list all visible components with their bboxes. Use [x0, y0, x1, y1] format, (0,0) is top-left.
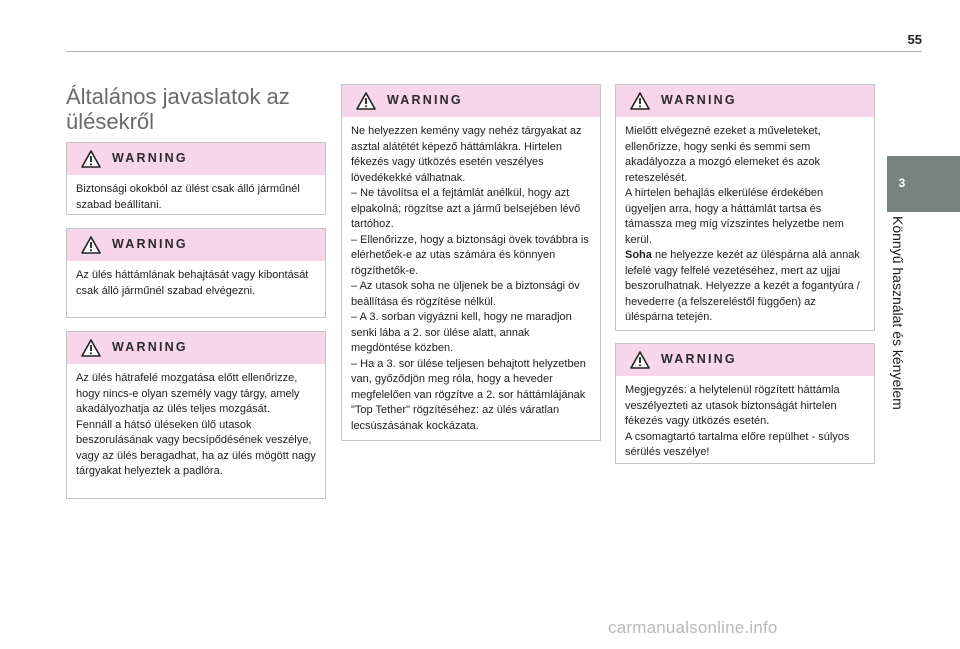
chapter-tab	[887, 156, 960, 212]
warning-header	[616, 344, 874, 376]
warning-label: WARNING	[112, 151, 188, 165]
warning-box-seat-rearward	[66, 331, 326, 499]
warning-triangle-icon	[81, 339, 101, 357]
warning-triangle-icon	[630, 92, 650, 110]
warning-triangle-icon	[630, 351, 650, 369]
warning-body	[67, 175, 325, 221]
warning-label: WARNING	[387, 93, 463, 107]
chapter-number: 3	[898, 176, 906, 190]
warning-body	[616, 376, 874, 469]
warning-triangle-icon	[81, 236, 101, 254]
warning-header	[67, 143, 325, 175]
warning-body	[616, 117, 874, 334]
warning-box-table-objects	[341, 84, 601, 441]
warning-text-before	[625, 124, 866, 326]
chapter-title: Könnyű használat és kényelem	[890, 216, 906, 410]
watermark: carmanualsonline.info	[608, 618, 778, 637]
warning-box-backrest-latch	[615, 343, 875, 464]
warning-text: Megjegyzés: a helytelenül rögzített háttámla veszélyezteti az utasok biztonságát hirtelen fékezés vagy ütközés esetén. A csomagtartó tartalma előre repülhet - súlyos sérülés veszélye!	[625, 384, 850, 458]
warning-label: WARNING	[661, 352, 737, 366]
warning-text: Az ülés hátrafelé mozgatása előtt ellenőrizze, hogy nincs-e olyan személy vagy tárgy, amely akadályozhatja az ülés teljes mozgását. Fennáll a hátsó üléseken ülő utasok beszorulásának vagy becsípődésének veszélye, vagy az ülés beragadhat, ha az ülés mögött nagy tárgyakat helyeztek a padlóra.	[76, 372, 316, 477]
warning-box-seat-adjust	[66, 142, 326, 215]
warning-header	[67, 229, 325, 261]
warning-header	[342, 85, 600, 117]
warning-label: WARNING	[661, 93, 737, 107]
warning-triangle-icon	[81, 150, 101, 168]
warning-label: WARNING	[112, 237, 188, 251]
warning-text: Biztonsági okokból az ülést csak álló járműnél szabad beállítani.	[76, 183, 300, 211]
warning-text-part-b: ne helyezze kezét az üléspárna alá annak lefelé vagy felfelé vezetéséhez, mert az ujjai beszorulhatnak. Helyezze a kezét a fogantyúra / hevederre (a felszereléstől függően) az üléspárna tetején.	[625, 249, 860, 323]
page-number: 55	[907, 32, 922, 47]
warning-label: WARNING	[112, 340, 188, 354]
warning-text: Az ülés háttámlának behajtását vagy kibontását csak álló járműnél szabad elvégezni.	[76, 269, 309, 297]
warning-emphasis: Soha	[625, 249, 652, 261]
warning-body	[67, 364, 325, 488]
warning-box-moving-parts	[615, 84, 875, 331]
chapter-title-wrap	[887, 212, 917, 472]
warning-header	[616, 85, 874, 117]
warning-header	[67, 332, 325, 364]
warning-body	[342, 117, 600, 442]
top-rule	[66, 51, 922, 52]
warning-triangle-icon	[356, 92, 376, 110]
warning-text-part-a: Mielőtt elvégezné ezeket a műveleteket, ellenőrizze, hogy senki és semmi sem akadályozza a mozgó elemeket és azok reteszelését. A hirtelen behajlás elkerülése érdekében ügyeljen arra, hogy a háttámlát tartsa és támassza meg míg vízszintes helyzetbe nem kerül.	[625, 125, 844, 246]
warning-body	[67, 261, 325, 307]
warning-text: Ne helyezzen kemény vagy nehéz tárgyakat az asztal alátétét képező háttámlákra. Hirtelen fékezés vagy ütközés esetén veszélyes lövedékekké válhatnak. – Ne távolítsa el a fejtámlát anélkül, hogy azt elpakolná; rögzítse azt a jármű belsejében lévő tartóhoz. – Ellenőrizze, hogy a biztonsági övek továbbra is elérhetőek-e az utas számára és könnyen rögzíthetők-e. – Az utasok soha ne üljenek be a biztonsági öv beállítása és rögzítése nélkül. – A 3. sorban vigyázni kell, hogy ne maradjon senki lába a 2. sor ülése alatt, annak megdöntése közben. – Ha a 3. sor ülése teljesen behajtott helyzetben van, győződjön meg róla, hogy a heveder megfelelően van rögzítve a 2. sor háttámlájának "Top Tether" rögzítéséhez: az ülés váratlan lecsúszásának kockázata.	[351, 125, 589, 432]
section-title: Általános javaslatok az ülésekről	[66, 84, 290, 134]
warning-box-backrest-fold	[66, 228, 326, 318]
